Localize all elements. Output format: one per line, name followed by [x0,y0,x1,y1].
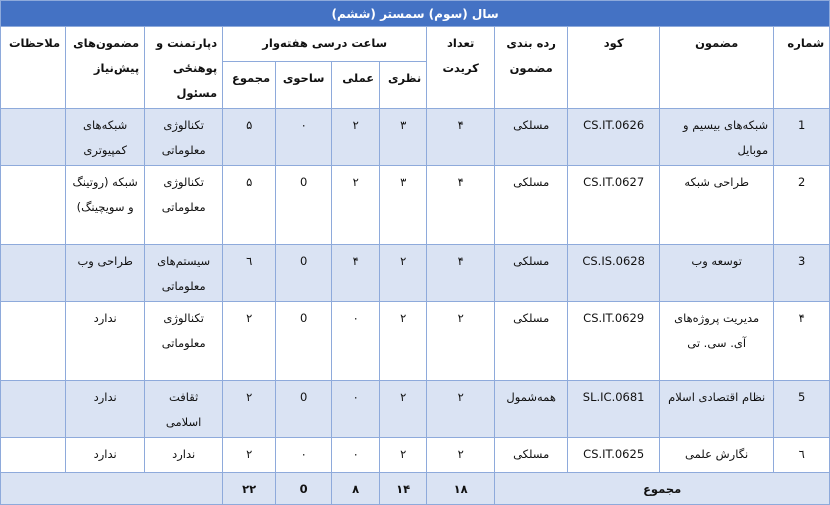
cell-category: مسلکی [495,245,568,302]
totals-practical: ۸ [332,473,380,505]
cell-theory: ۳ [380,166,427,245]
cell-subject: مدیریت پروژه‌های آی. سی. تی [660,302,774,381]
cell-code: SL.IC.0681 [568,381,660,438]
cell-notes [1,109,66,166]
cell-prerequisites: ندارد [66,438,145,473]
cell-prerequisites: ندارد [66,302,145,381]
cell-department: تکنالوژی معلوماتی [145,109,223,166]
cell-credits: ۲ [427,438,495,473]
cell-prerequisites: شبکه‌های کمپیوتری [66,109,145,166]
cell-credits: ۲ [427,302,495,381]
cell-department: سیستم‌های معلوماتی [145,245,223,302]
header-category: رده بندی مضمون [495,27,568,109]
cell-code: CS.IT.0629 [568,302,660,381]
totals-theory: ۱۴ [380,473,427,505]
cell-number: 2 [774,166,830,245]
cell-theory: ۲ [380,302,427,381]
header-weekly-hours: ساعت درسی هفته‌وار [223,27,427,62]
cell-department: ندارد [145,438,223,473]
header-subject: مضمون [660,27,774,109]
cell-credits: ۲ [427,381,495,438]
totals-label: مجموع [495,473,830,505]
table-row [1,302,830,381]
cell-number: ٦ [774,438,830,473]
cell-code: CS.IT.0625 [568,438,660,473]
table-row [1,245,830,302]
cell-code: CS.IT.0627 [568,166,660,245]
totals-total: ۲۲ [223,473,276,505]
cell-field: 0 [276,302,332,381]
cell-number: ۴ [774,302,830,381]
cell-category: مسلکی [495,166,568,245]
cell-category: همه‌شمول [495,381,568,438]
header-prerequisites: مضمون‌های پیش‌نیاز [66,27,145,109]
table-row [1,166,830,245]
cell-category: مسلکی [495,438,568,473]
table-title: سال (سوم) سمستر (ششم) [1,1,830,27]
cell-prerequisites: ندارد [66,381,145,438]
table-row [1,381,830,438]
cell-theory: ۲ [380,381,427,438]
header-total: مجموع [223,62,276,109]
cell-practical: ۲ [332,109,380,166]
header-field: ساحوی [276,62,332,109]
cell-field: 0 [276,245,332,302]
cell-field: 0 [276,166,332,245]
header-number: شماره [774,27,830,109]
cell-category: مسلکی [495,109,568,166]
header-department: دپارتمنت و پوهنځی مسئول [145,27,223,109]
cell-total: ۲ [223,381,276,438]
cell-theory: ۲ [380,245,427,302]
cell-department: تکنالوژی معلوماتی [145,166,223,245]
cell-credits: ۴ [427,245,495,302]
cell-subject: توسعه وب [660,245,774,302]
cell-number: 1 [774,109,830,166]
cell-subject: نظام اقتصادی اسلام [660,381,774,438]
table-row [1,109,830,166]
cell-notes [1,245,66,302]
header-theory: نظری [380,62,427,109]
table-row [1,438,830,473]
cell-field: ۰ [276,438,332,473]
cell-credits: ۴ [427,166,495,245]
cell-practical: ۰ [332,438,380,473]
cell-number: 5 [774,381,830,438]
header-code: کود [568,27,660,109]
cell-practical: ۰ [332,381,380,438]
cell-field: ۰ [276,109,332,166]
cell-total: ٦ [223,245,276,302]
cell-total: ۵ [223,109,276,166]
header-practical: عملی [332,62,380,109]
cell-field: 0 [276,381,332,438]
cell-practical: ۲ [332,166,380,245]
cell-theory: ۳ [380,109,427,166]
cell-notes [1,302,66,381]
cell-department: ثقافت اسلامی [145,381,223,438]
cell-prerequisites: شبکه (روتینگ و سویچینگ) [66,166,145,245]
cell-subject: شبکه‌های بیسیم و موبایل [660,109,774,166]
cell-total: ۵ [223,166,276,245]
header-credits: تعداد کریدت [427,27,495,109]
cell-notes [1,438,66,473]
cell-total: ۲ [223,438,276,473]
cell-notes [1,166,66,245]
cell-subject: طراحی شبکه [660,166,774,245]
cell-practical: ۴ [332,245,380,302]
cell-subject: نگارش علمی [660,438,774,473]
cell-notes [1,381,66,438]
totals-field: 0 [276,473,332,505]
cell-category: مسلکی [495,302,568,381]
cell-code: CS.IT.0626 [568,109,660,166]
cell-department: تکنالوژی معلوماتی [145,302,223,381]
cell-prerequisites: طراحی وب [66,245,145,302]
header-notes: ملاحظات [1,27,66,109]
cell-code: CS.IS.0628 [568,245,660,302]
cell-theory: ۲ [380,438,427,473]
cell-practical: ۰ [332,302,380,381]
cell-number: 3 [774,245,830,302]
cell-credits: ۴ [427,109,495,166]
cell-total: ۲ [223,302,276,381]
totals-credits: ۱۸ [427,473,495,505]
